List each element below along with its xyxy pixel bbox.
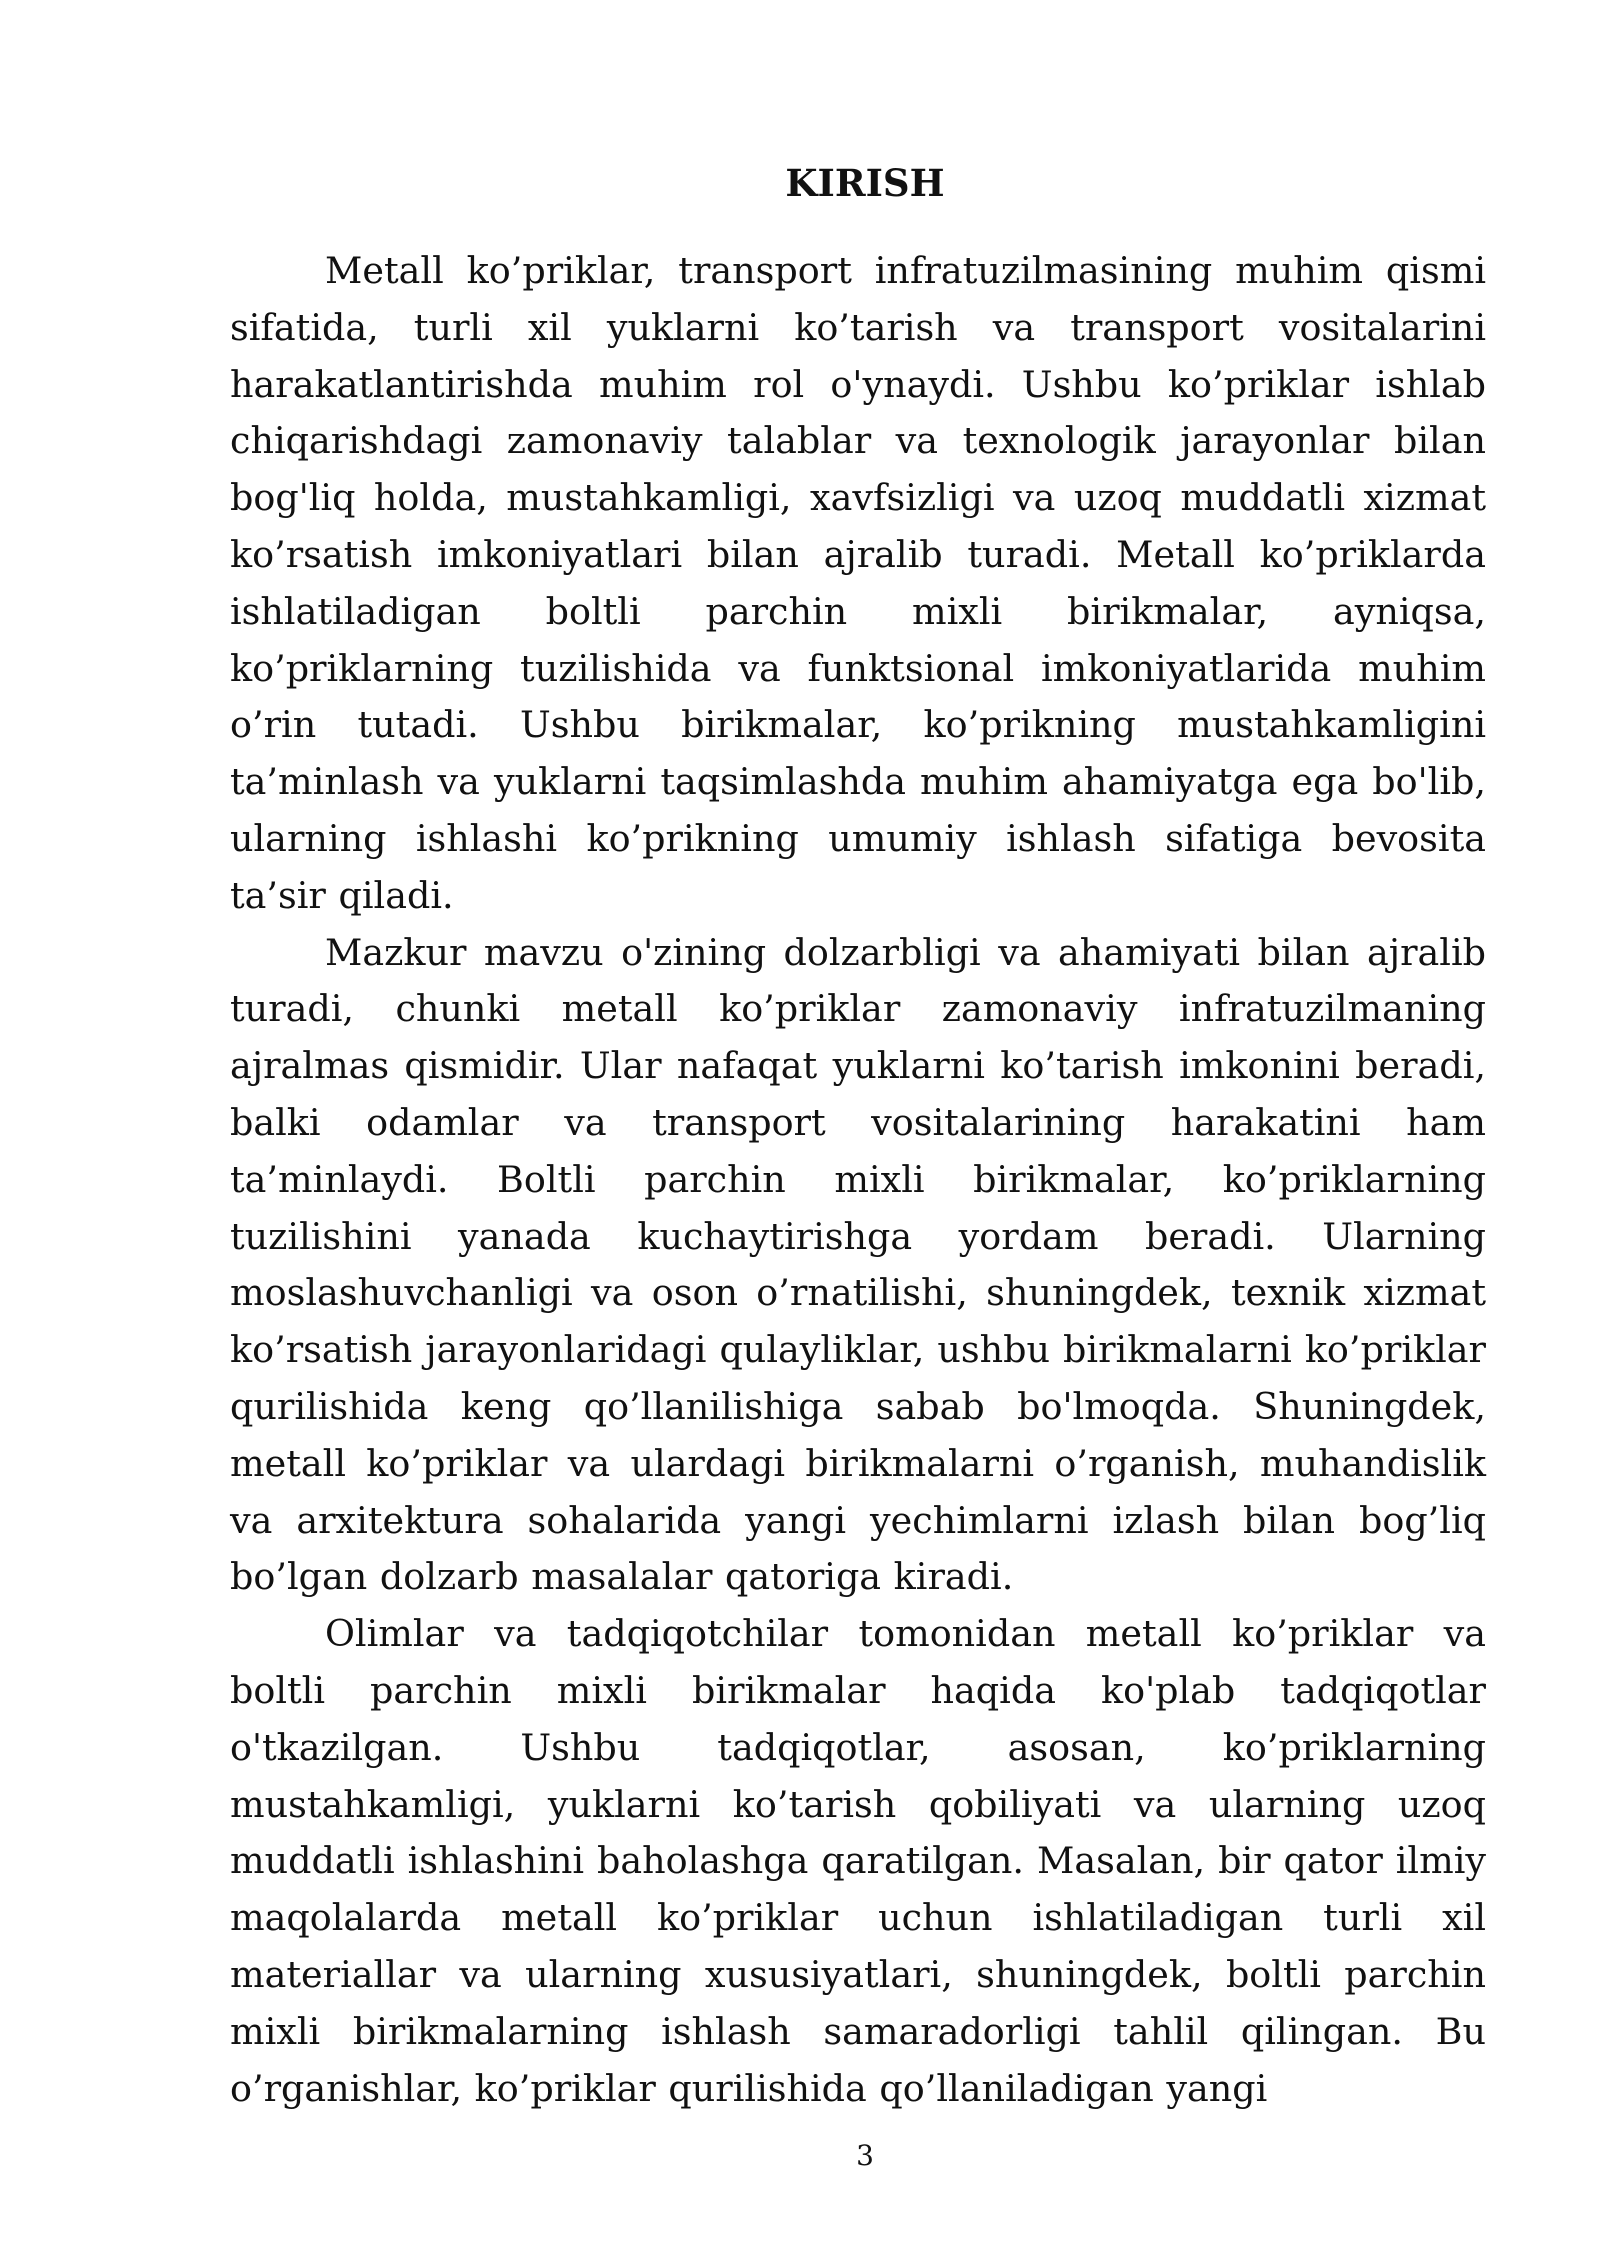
body-text bbox=[230, 243, 1486, 2117]
paragraph-1: Metall ko’priklar, transport infratuzilmasining muhim qismi sifatida, turli xil yuklarni ko’tarish va transport vositalarini harakatlantirishda muhim rol o'ynaydi. Ushbu ko’priklar ishlab chiqarishdagi zamonaviy talablar va texnologik jarayonlar bilan bog'liq holda, mustahkamligi, xavfsizligi va uzoq muddatli xizmat ko’rsatish imkoniyatlari bilan ajralib turadi. Metall ko’priklarda ishlatiladigan boltli parchin mixli birikmalar, ayniqsa, ko’priklarning tuzilishida va funktsional imkoniyatlarida muhim o’rin tutadi. Ushbu birikmalar, ko’prikning mustahkamligini ta’minlash va yuklarni taqsimlashda muhim ahamiyatga ega bo'lib, ularning ishlashi ko’prikning umumiy ishlash sifatiga bevosita ta’sir qiladi. bbox=[230, 249, 1486, 917]
paragraph-3: Olimlar va tadqiqotchilar tomonidan metall ko’priklar va boltli parchin mixli birikmalar haqida ko'plab tadqiqotlar o'tkazilgan. Ushbu tadqiqotlar, asosan, ko’priklarning mustahkamligi, yuklarni ko’tarish qobiliyati va ularning uzoq muddatli ishlashini baholashga qaratilgan. Masalan, bir qator ilmiy maqolalarda metall ko’priklar uchun ishlatiladigan turli xil materiallar va ularning xususiyatlari, shuningdek, boltli parchin mixli birikmalarning ishlash samaradorligi tahlil qilingan. Bu o’rganishlar, ko’priklar qurilishida qo’llaniladigan yangi bbox=[230, 1612, 1486, 2110]
paragraph-2: Mazkur mavzu o'zining dolzarbligi va ahamiyati bilan ajralib turadi, chunki metall ko’priklar zamonaviy infratuzilmaning ajralmas qismidir. Ular nafaqat yuklarni ko’tarish imkonini beradi, balki odamlar va transport vositalarining harakatini ham ta’minlaydi. Boltli parchin mixli birikmalar, ko’priklarning tuzilishini yanada kuchaytirishga yordam beradi. Ularning moslashuvchanligi va oson o’rnatilishi, shuningdek, texnik xizmat ko’rsatish jarayonlaridagi qulayliklar, ushbu birikmalarni ko’priklar qurilishida keng qo’llanilishiga sabab bo'lmoqda. Shuningdek, metall ko’priklar va ulardagi birikmalarni o’rganish, muhandislik va arxitektura sohalarida yangi yechimlarni izlash bilan bog’liq bo’lgan dolzarb masalalar qatoriga kiradi. bbox=[230, 930, 1486, 1599]
section-title: KIRISH bbox=[785, 161, 945, 205]
page-number: 3 bbox=[856, 2139, 874, 2172]
